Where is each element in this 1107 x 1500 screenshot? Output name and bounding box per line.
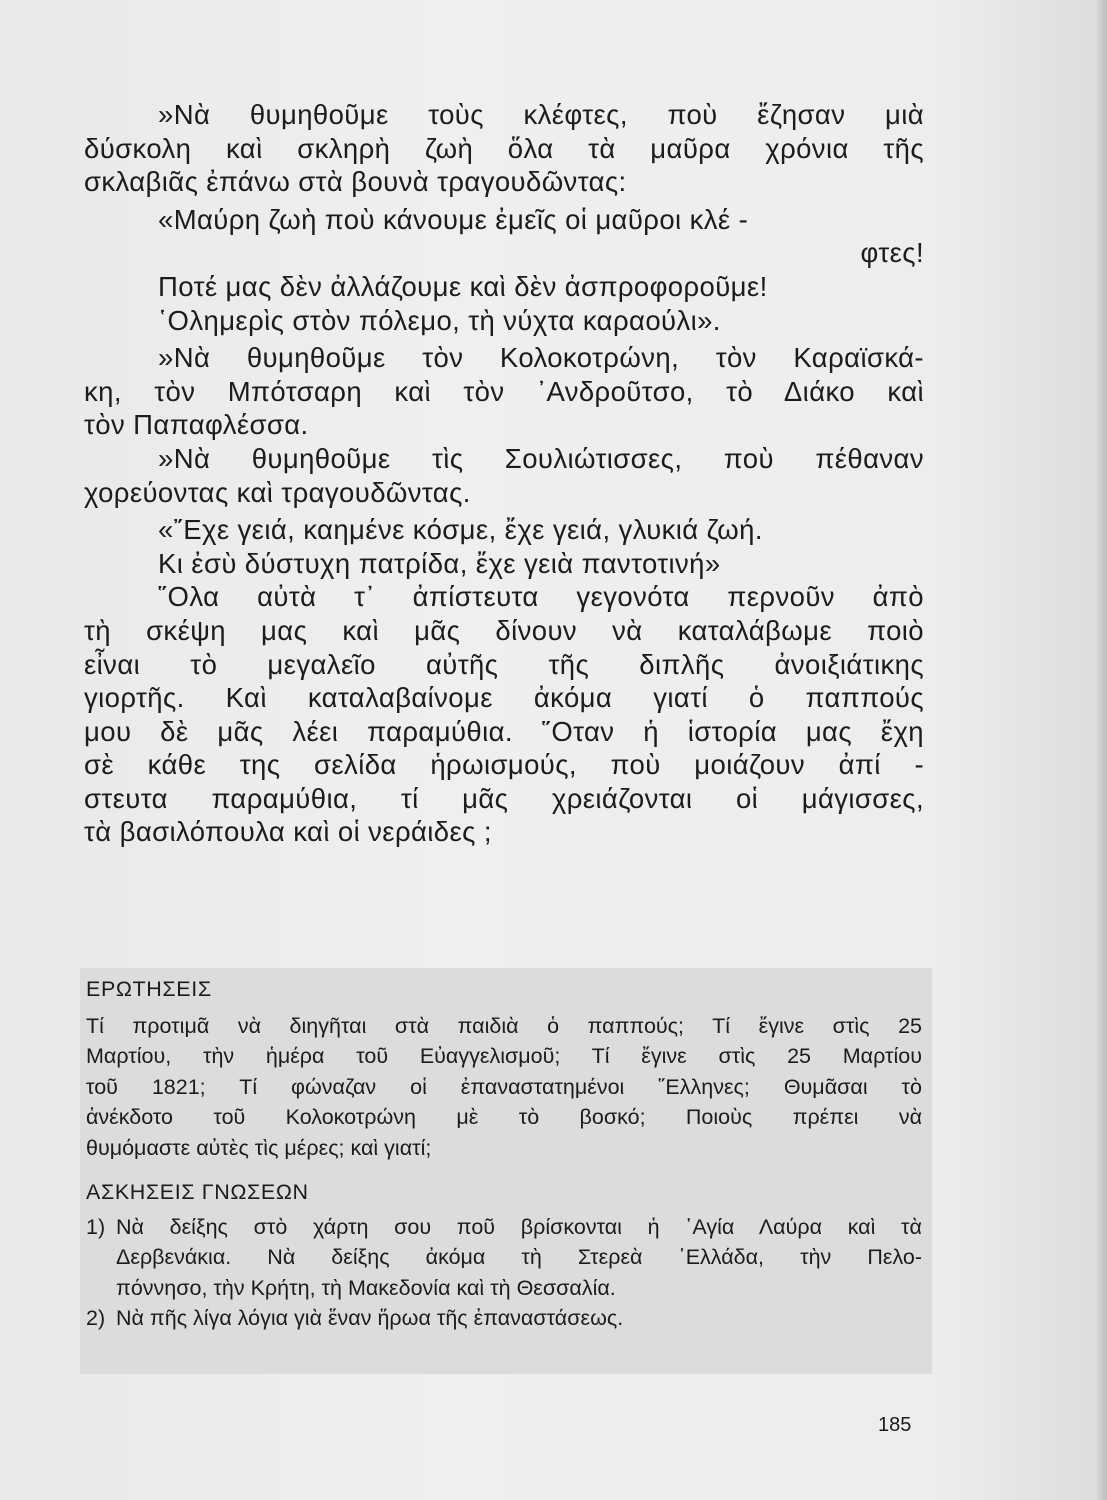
text-line: μου δὲ μᾶς λέει παραμύθια. ῞Οταν ἡ ἱστορία μας ἔχη [84, 715, 924, 747]
zalongo-song [84, 513, 924, 580]
text-line: »Νὰ θυμηθοῦμε τὸν Κολοκοτρώνη, τὸν Καραϊσκά- [158, 342, 924, 374]
klephts-song [84, 203, 924, 337]
question-line: ἀνέκδοτο τοῦ Κολοκοτρώνη μὲ τὸ βοσκό; Ποιοὺς πρέπει νὰ [86, 1105, 922, 1129]
exercise-item [86, 1303, 922, 1334]
text-line: στευτα παραμύθια, τί μᾶς χρειάζονται οἱ μάγισσες, [84, 782, 924, 814]
text-line: τὴ σκέψη μας καὶ μᾶς δίνουν νὰ καταλάβωμε ποιὸ [84, 614, 924, 646]
text-line: »Νὰ θυμηθοῦμε τὶς Σουλιώτισσες, ποὺ πέθαναν [158, 442, 924, 474]
questions-text [86, 1011, 922, 1164]
exercise-line: Νὰ πῆς λίγα λόγια γιὰ ἕναν ἥρωα τῆς ἐπαναστάσεως. [116, 1306, 624, 1330]
exercise-item [86, 1212, 922, 1304]
question-line: θυμόμαστε αὐτὲς τὶς μέρες; καὶ γιατί; [86, 1135, 432, 1160]
paragraph-klephts [84, 98, 924, 199]
poem-line: Ποτέ μας δὲν ἀλλάζουμε καὶ δὲν ἀσπροφοροῦμε! [158, 270, 768, 302]
page-spine-shadow [1097, 0, 1107, 1500]
text-line: γιορτῆς. Καὶ καταλαβαίνομε ἀκόμα γιατί ὁ παππούς [84, 682, 924, 714]
exercise-number: 1) [86, 1214, 106, 1239]
text-line: σκλαβιᾶς ἐπάνω στὰ βουνὰ τραγουδῶντας: [84, 166, 627, 198]
text-line: δύσκολη καὶ σκληρὴ ζωὴ ὅλα τὰ μαῦρα χρόνια τῆς [84, 132, 924, 164]
exercise-line: Νὰ δείξης στὸ χάρτη σου ποῦ βρίσκονται ἡ ῾Αγία Λαύρα καὶ τὰ [116, 1214, 922, 1239]
exercises-heading: ΑΣΚΗΣΕΙΣ ΓΝΩΣΕΩΝ [86, 1180, 309, 1204]
text-line: σὲ κάθε της σελίδα ἡρωισμούς, ποὺ μοιάζουν ἀπί - [84, 749, 924, 781]
paragraph-conclusion [84, 580, 924, 849]
page-number: 185 [878, 1414, 912, 1436]
exercise-line: πόννησο, τὴν Κρήτη, τὴ Μακεδονία καὶ τὴ Θεσσαλία. [116, 1275, 616, 1300]
question-line: Τί προτιμᾶ νὰ διηγῆται στὰ παιδιὰ ὁ παππούς; Τί ἔγινε στὶς 25 [86, 1013, 922, 1038]
main-text [84, 98, 924, 849]
text-line: »Νὰ θυμηθοῦμε τοὺς κλέφτες, ποὺ ἔζησαν μιὰ [158, 99, 924, 130]
text-line: εἶναι τὸ μεγαλεῖο αὐτῆς τῆς διπλῆς ἀνοιξιάτικης [84, 648, 924, 680]
questions-box [80, 968, 932, 1374]
text-line: τὸν Παπαφλέσσα. [84, 409, 309, 441]
text-line: τὰ βασιλόπουλα καὶ οἱ νεράιδες ; [84, 816, 492, 848]
question-line: Μαρτίου, τὴν ἡμέρα τοῦ Εὐαγγελισμοῦ; Τί ἔγινε στὶς 25 Μαρτίου [86, 1044, 922, 1068]
poem-line: «῎Εχε γειά, καημένε κόσμε, ἔχε γειά, γλυκιά ζωή. [158, 514, 763, 546]
paragraph-heroes [84, 341, 924, 442]
text-line: κη, τὸν Μπότσαρη καὶ τὸν ᾿Ανδροῦτσο, τὸ Διάκο καὶ [84, 375, 924, 407]
poem-line: φτες! [860, 237, 924, 269]
paragraph-souliotisses [84, 442, 924, 509]
question-line: τοῦ 1821; Τί φώναζαν οἱ ἐπαναστατημένοι ῞Ελληνες; Θυμᾶσαι τὸ [86, 1074, 922, 1099]
poem-line: Κι ἐσὺ δύστυχη πατρίδα, ἔχε γειὰ παντοτινή» [158, 547, 721, 579]
text-line: χορεύοντας καὶ τραγουδῶντας. [84, 476, 471, 508]
text-line: ῞Ολα αὐτὰ τ᾿ ἀπίστευτα γεγονότα περνοῦν ἀπὸ [158, 581, 924, 613]
poem-line: ῾Ολημερὶς στὸν πόλεμο, τὴ νύχτα καραούλι». [158, 304, 721, 336]
poem-line: «Μαύρη ζωὴ ποὺ κάνουμε ἐμεῖς οἱ μαῦροι κλέ - [158, 203, 749, 235]
questions-heading: ΕΡΩΤΗΣΕΙΣ [86, 977, 212, 1001]
exercise-line: Δερβενάκια. Νὰ δείξης ἀκόμα τὴ Στερεὰ ῾Ελλάδα, τὴν Πελο- [116, 1245, 922, 1269]
exercise-number: 2) [86, 1306, 106, 1330]
